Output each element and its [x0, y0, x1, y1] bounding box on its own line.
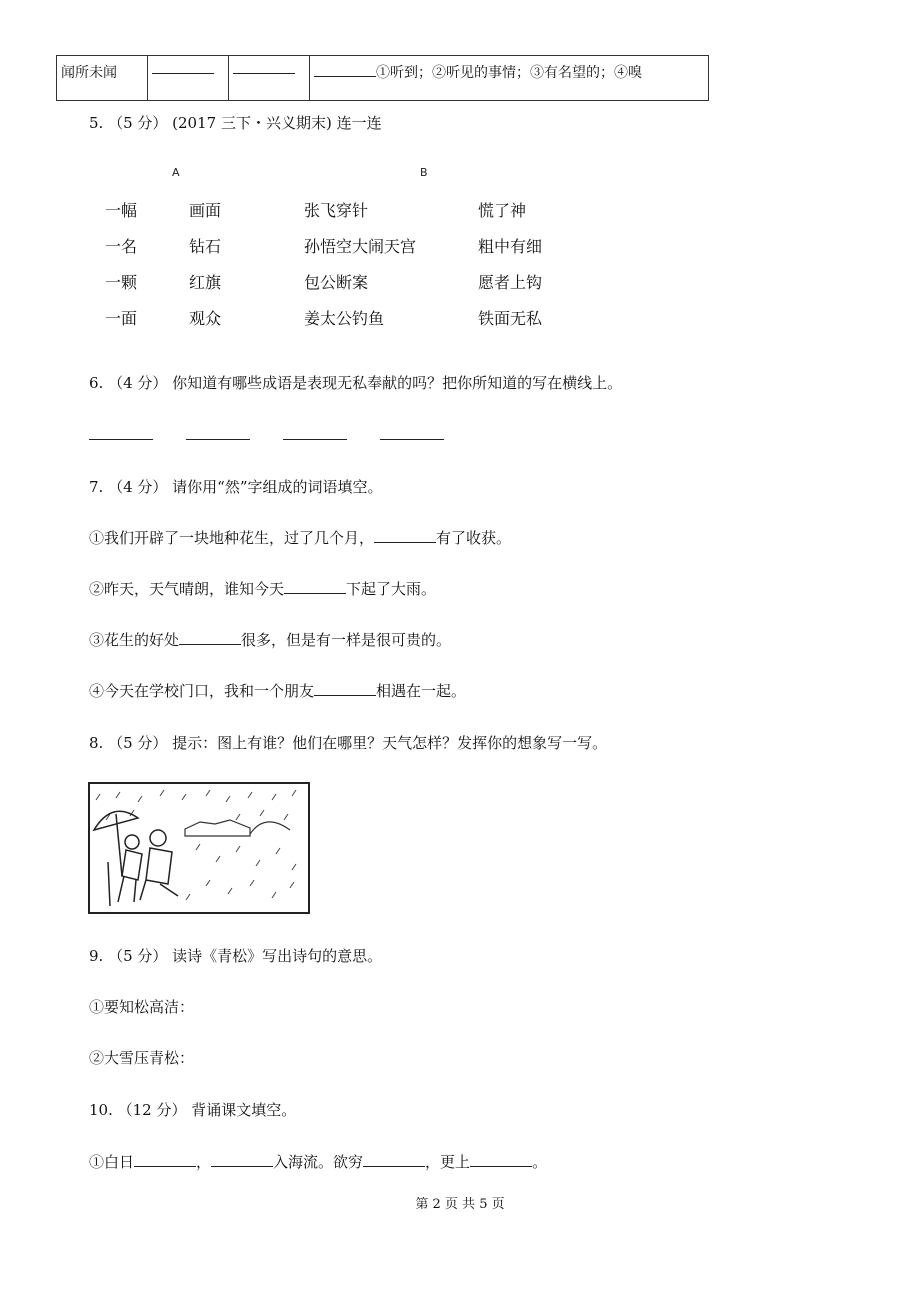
answer-blank[interactable] — [314, 694, 376, 696]
match-word[interactable]: 慌了神 — [478, 201, 527, 220]
match-word[interactable]: 粗中有细 — [478, 237, 543, 256]
meaning-options: ①听到；②听见的事情；③有名望的；④嗅 — [376, 65, 642, 81]
rain-scene-image — [90, 784, 308, 912]
answer-blank[interactable] — [89, 438, 153, 440]
q10-header: 10. （12 分） 背诵课文填空。 — [89, 1101, 297, 1119]
rain-illustration — [88, 782, 310, 914]
q8-header: 8. （5 分） 提示：图上有谁？他们在哪里？天气怎样？发挥你的想象写一写。 — [89, 734, 608, 752]
answer-blank[interactable] — [284, 592, 346, 594]
label-a: A — [172, 166, 180, 179]
match-word[interactable]: 观众 — [189, 309, 222, 328]
q5-header: 5. （5 分） (2017 三下・兴义期末) 连一连 — [89, 114, 382, 132]
label-b: B — [420, 166, 428, 179]
match-word[interactable]: 画面 — [189, 201, 222, 220]
idiom-table — [56, 55, 709, 101]
match-word[interactable]: 一名 — [105, 237, 138, 256]
match-word[interactable]: 红旗 — [189, 273, 222, 292]
q9-header: 9. （5 分） 读诗《青松》写出诗句的意思。 — [89, 947, 383, 965]
table-row — [57, 56, 709, 101]
q9-item: ②大雪压青松： — [89, 1049, 195, 1067]
table-cell-options — [310, 56, 709, 101]
match-word[interactable]: 一颗 — [105, 273, 138, 292]
q7-item: ④今天在学校门口，我和一个朋友 相遇在一起。 — [89, 682, 467, 700]
q7-item: ③花生的好处 很多，但是有一样是很可贵的。 — [89, 631, 452, 649]
q7-header: 7. （4 分） 请你用“然”字组成的词语填空。 — [89, 478, 383, 496]
match-word[interactable]: 包公断案 — [304, 273, 369, 292]
answer-blank[interactable] — [283, 438, 347, 440]
q7-item: ②昨天，天气晴朗，谁知今天 下起了大雨。 — [89, 580, 437, 598]
match-word[interactable]: 愿者上钩 — [478, 273, 543, 292]
answer-blank[interactable] — [152, 72, 214, 74]
page-footer: 第 2 页 共 5 页 — [415, 1197, 505, 1212]
q9-item: ①要知松高洁： — [89, 998, 195, 1016]
answer-blank[interactable] — [314, 75, 376, 77]
answer-cell[interactable] — [229, 56, 310, 101]
match-word[interactable]: 孙悟空大闹天宫 — [304, 237, 417, 256]
answer-blank[interactable] — [374, 541, 436, 543]
answer-blank[interactable] — [134, 1165, 196, 1167]
answer-blank[interactable] — [211, 1165, 273, 1167]
answer-cell[interactable] — [148, 56, 229, 101]
answer-blank[interactable] — [179, 643, 241, 645]
match-word[interactable]: 铁面无私 — [478, 309, 543, 328]
q10-line: ①白日 ， 入海流。欲穷 ，更上 。 — [89, 1153, 548, 1171]
match-word[interactable]: 姜太公钓鱼 — [304, 309, 385, 328]
answer-blank[interactable] — [186, 438, 250, 440]
answer-blank[interactable] — [380, 438, 444, 440]
match-word[interactable]: 钻石 — [189, 237, 222, 256]
match-word[interactable]: 一面 — [105, 309, 138, 328]
q6-header: 6. （4 分） 你知道有哪些成语是表现无私奉献的吗？把你所知道的写在横线上。 — [89, 374, 623, 392]
table-cell-idiom: 闻所未闻 — [57, 56, 148, 101]
answer-blank[interactable] — [363, 1165, 425, 1167]
match-word[interactable]: 张飞穿针 — [304, 201, 369, 220]
answer-blank[interactable] — [233, 72, 295, 74]
answer-blank[interactable] — [470, 1165, 532, 1167]
match-word[interactable]: 一幅 — [105, 201, 138, 220]
q7-item: ①我们开辟了一块地种花生，过了几个月， 有了收获。 — [89, 529, 512, 547]
